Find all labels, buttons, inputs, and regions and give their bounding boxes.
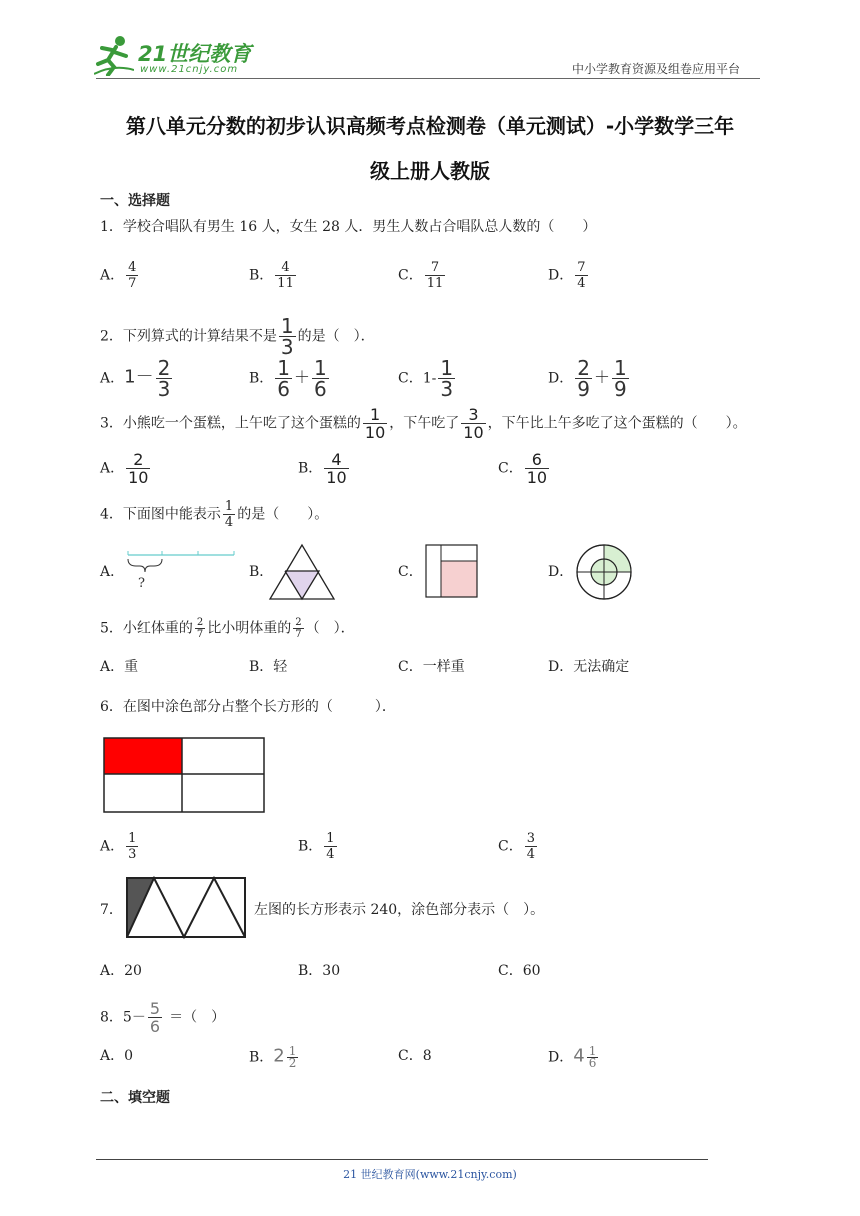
q8-option-b[interactable]: B．2 $\frac{1}{2}$ [249,1044,297,1070]
section-fill-blank: 二、填空题 [100,1090,170,1106]
question-3: 3．小熊吃一个蛋糕，上午吃了这个蛋糕的 $\frac{1}{10}$ ，下午吃了 $\frac{3}{10}$ ，下午比上午多吃了这个蛋糕的（ ）。 [100,405,747,442]
q4-option-c-label[interactable]: C． [398,564,423,580]
q4-option-a-label[interactable]: A． [100,564,125,580]
q4-option-b-label[interactable]: B． [249,564,274,580]
q7-triangle-rectangle-figure [124,876,248,940]
doc-title-line2: 级上册人教版 [370,159,490,183]
doc-title-line1: 第八单元分数的初步认识高频考点检测卷（单元测试）-小学数学三年 [125,114,735,138]
q4-option-d-label[interactable]: D． [548,564,574,580]
question-7-number: 7． [100,902,123,918]
q2-option-d[interactable]: D． $\frac{2}{9}$ ＋ $\frac{1}{9}$ [548,356,627,401]
q8-option-a[interactable]: A．0 [100,1048,134,1064]
footer-link[interactable]: 21 世纪教育网(www.21cnjy.com) [343,1168,517,1181]
question-8: 8．5－ $\frac{5}{6}$ ＝（ ） [100,999,226,1036]
question-5: 5．小红体重的 $\frac{2}{7}$ 比小明体重的 $\frac{2}{7}$ （ ）． [100,617,355,640]
q4-figure-d [575,543,633,601]
section-choice: 一、选择题 [100,193,170,209]
q5-option-d[interactable]: D．无法确定 [548,659,630,675]
question-4: 4．下面图中能表示 $\frac{1}{4}$ 的是（ ）。 [100,499,329,530]
q1-option-a[interactable]: A． $\frac{4}{7}$ [100,260,137,291]
q6-rectangle-figure [102,736,267,814]
q5-option-b[interactable]: B．轻 [249,659,288,675]
q3-option-a[interactable]: A． $\frac{2}{10}$ [100,450,149,487]
question-6: 6．在图中涂色部分占整个长方形的（ ）． [100,699,396,715]
q3-option-b[interactable]: B． $\frac{4}{10}$ [298,450,347,487]
runner-logo-icon [94,34,134,76]
q7-option-b[interactable]: B．30 [298,963,341,979]
header-rule [96,78,760,79]
footer-rule [96,1159,708,1160]
q8-option-d[interactable]: D．4 $\frac{1}{6}$ [548,1044,597,1070]
q6-option-a[interactable]: A． $\frac{1}{3}$ [100,831,137,862]
logo-url: www.21cnjy.com [140,64,239,75]
q1-option-c[interactable]: C． $\frac{7}{11}$ [398,260,444,291]
question-1: 1．学校合唱队有男生 16 人，女生 28 人．男生人数占合唱队总人数的（ ） [100,219,597,235]
logo-text: 21世纪教育 [138,42,252,66]
q8-option-c[interactable]: C．8 [398,1048,432,1064]
q4-figure-b [268,543,338,601]
q5-option-a[interactable]: A．重 [100,659,139,675]
brace-question-mark: ? [138,576,145,591]
q3-option-c[interactable]: C． $\frac{6}{10}$ [498,450,548,487]
q7-option-c[interactable]: C．60 [498,963,541,979]
q7-option-a[interactable]: A．20 [100,963,142,979]
q4-figure-c [424,543,480,599]
question-2: 2．下列算式的计算结果不是 $\frac{1}{3}$ 的是（ ）． [100,314,375,359]
q6-shaded-part [104,738,182,774]
q2-option-a[interactable]: A．1－ $\frac{2}{3}$ [100,356,171,401]
q6-option-b[interactable]: B． $\frac{1}{4}$ [298,831,335,862]
q2-option-b[interactable]: B． $\frac{1}{6}$ ＋ $\frac{1}{6}$ [249,356,327,401]
q6-option-c[interactable]: C． $\frac{3}{4}$ [498,831,535,862]
q1-option-d[interactable]: D． $\frac{7}{4}$ [548,260,586,291]
question-7-text: 左图的长方形表示 240，涂色部分表示（ ）。 [254,902,545,918]
platform-text: 中小学教育资源及组卷应用平台 [572,62,741,76]
q1-option-b[interactable]: B． $\frac{4}{11}$ [249,260,294,291]
q5-option-c[interactable]: C．一样重 [398,659,465,675]
q2-option-c[interactable]: C．1- $\frac{1}{3}$ [398,356,454,401]
q4-figure-a [124,549,236,593]
